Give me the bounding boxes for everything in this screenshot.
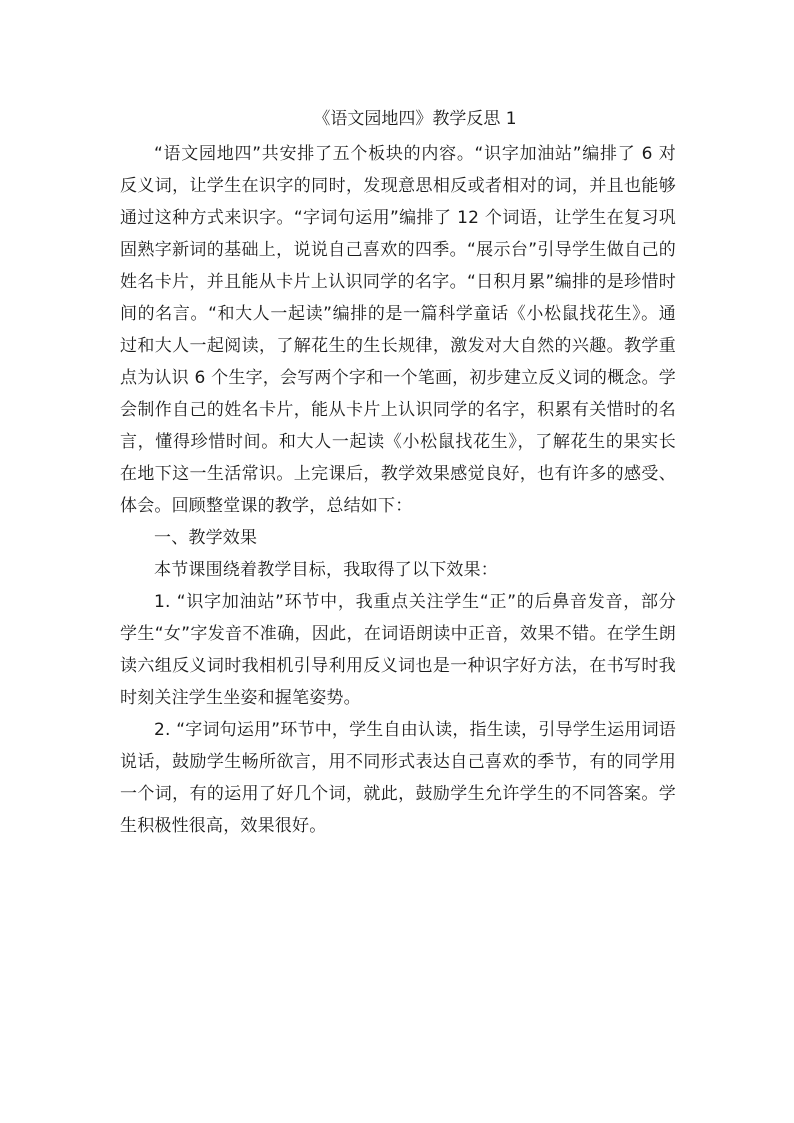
paragraph-point-2: 2. “字词句运用”环节中，学生自由认读，指生读，引导学生运用词语说话，鼓励学生畅所欲言，用不同形式表达自己喜欢的季节，有的同学用一个词，有的运用了好几个词，就此，鼓励学生允许学生的不同答案。学生积极性很高，效果很好。 [120,720,676,836]
paragraph-intro: “语文园地四”共安排了五个板块的内容。“识字加油站”编排了 6 对反义词，让学生在识字的同时，发现意思相反或者相对的词，并且也能够通过这种方式来识字。“字词句运用”编排了 12 个词语，让学生在复习巩固熟字新词的基础上，说说自己喜欢的四季。“展示台”引导学生做自己的姓名卡片，并且能从卡片上认识同学的名字。“日积月累”编排的是珍惜时间的名言。“和大人一起读”编排的是一篇科学童话《小松鼠找花生》。通过和大人一起阅读，了解花生的生长规律，激发对大自然的兴趣。教学重点为认识 6 个生字，会写两个字和一个笔画，初步建立反义词的概念。学会制作自己的姓名卡片，能从卡片上认识同学的名字，积累有关惜时的名言，懂得珍惜时间。和大人一起读《小松鼠找花生》，了解花生的果实长在地下这一生活常识。上完课后，教学效果感觉良好，也有许多的感受、体会。回顾整堂课的教学，总结如下： [120,144,676,516]
section-heading-teaching-effect: 一、教学效果 [154,528,258,548]
paragraph-point-1: 1. “识字加油站”环节中，我重点关注学生“正”的后鼻音发音，部分学生“女”字发音不准确，因此，在词语朗读中正音，效果不错。在学生朗读六组反义词时我相机引导利用反义词也是一种识字好方法，在书写时我时刻关注学生坐姿和握笔姿势。 [120,592,676,708]
paragraph-effect-summary: 本节课围绕着教学目标，我取得了以下效果： [154,560,498,580]
document-title: 《语文园地四》教学反思 1 [313,109,517,129]
